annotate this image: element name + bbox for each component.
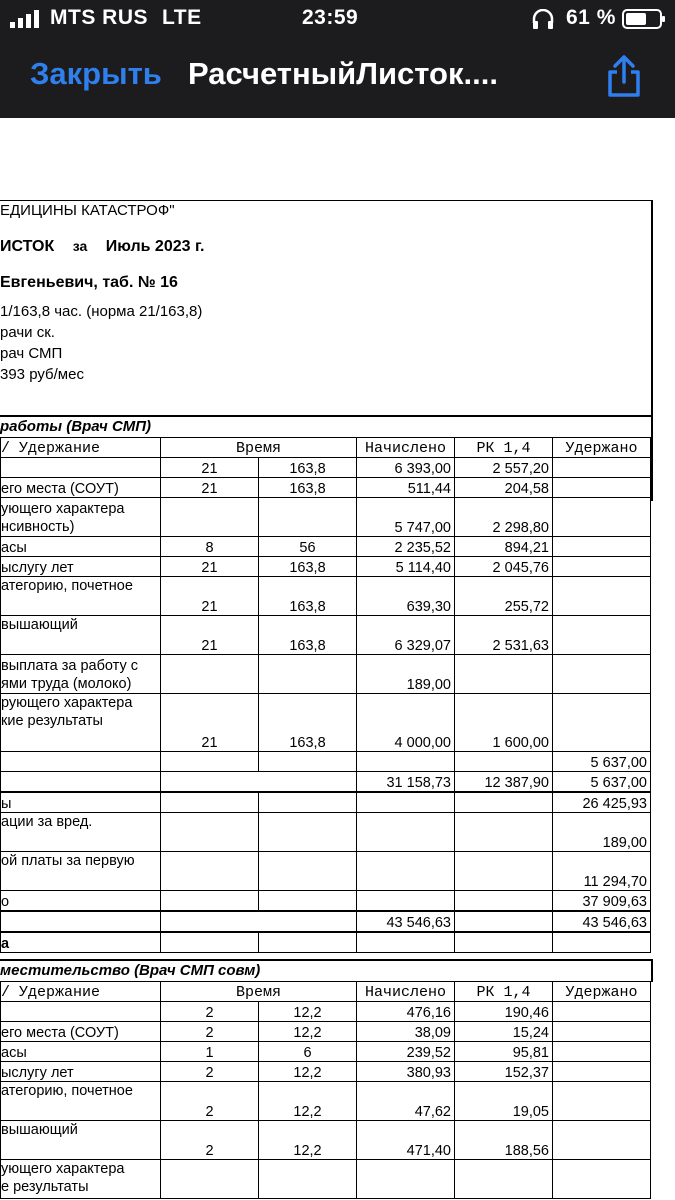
- total-withheld: 5 637,00: [553, 772, 651, 793]
- row-withheld: [553, 458, 651, 478]
- table-row: [1, 655, 651, 694]
- summary-cell: [161, 852, 259, 891]
- col-accrued: Начислено: [357, 982, 455, 1002]
- close-button[interactable]: Закрыть: [30, 56, 162, 91]
- row-accrued: 476,16: [357, 1002, 455, 1022]
- table-row: [1, 557, 651, 577]
- employee-name: Евгеньевич, таб. № 16: [0, 274, 178, 291]
- table-row: [1, 694, 651, 752]
- row-hours: 12,2: [259, 1121, 357, 1160]
- col-rk: РК 1,4: [455, 982, 553, 1002]
- summary-cell: [259, 813, 357, 852]
- row-label: его места (СОУТ): [1, 478, 161, 498]
- summary-row: [1, 852, 651, 891]
- row-days: 21: [161, 577, 259, 616]
- row-withheld: 5 637,00: [553, 752, 651, 772]
- summary-cell: [161, 891, 259, 912]
- table-row: [1, 1022, 651, 1042]
- row-rk: 15,24: [455, 1022, 553, 1042]
- total-row: [1, 772, 651, 793]
- table-row: [1, 1042, 651, 1062]
- row-days: [161, 1160, 259, 1199]
- row-withheld: [553, 1121, 651, 1160]
- summary-row: [1, 891, 651, 912]
- row-hours: 6: [259, 1042, 357, 1062]
- table-header: [1, 438, 651, 458]
- row-accrued: 380,93: [357, 1062, 455, 1082]
- summary-label: ой платы за первую: [1, 852, 161, 891]
- col-deduction: / Удержание: [1, 438, 161, 458]
- row-accrued: 4 000,00: [357, 694, 455, 752]
- clock: 23:59: [302, 6, 359, 29]
- footer-cell: [553, 932, 651, 953]
- row-days: 2: [161, 1002, 259, 1022]
- row-days: 21: [161, 694, 259, 752]
- row-label: ующего характера нсивность): [1, 498, 161, 537]
- row-days: 2: [161, 1082, 259, 1121]
- row-label: атегорию, почетное: [1, 577, 161, 616]
- row-rk: 204,58: [455, 478, 553, 498]
- summary-cell: [161, 813, 259, 852]
- row-days: [161, 498, 259, 537]
- summary-cell: [357, 792, 455, 813]
- row-hours: [259, 655, 357, 694]
- table-row: [1, 537, 651, 557]
- row-hours: 163,8: [259, 616, 357, 655]
- section-main-title: работы (Врач СМП): [0, 415, 653, 438]
- summary-cell: [357, 852, 455, 891]
- row-hours: 12,2: [259, 1002, 357, 1022]
- summary-label: ации за вред.: [1, 813, 161, 852]
- row-days: 1: [161, 1042, 259, 1062]
- row-days: 2: [161, 1022, 259, 1042]
- row-withheld: [553, 694, 651, 752]
- row-accrued: 47,62: [357, 1082, 455, 1121]
- row-accrued: 189,00: [357, 655, 455, 694]
- col-withheld: Удержано: [553, 982, 651, 1002]
- summary-cell: [455, 813, 553, 852]
- col-withheld: Удержано: [553, 438, 651, 458]
- row-rk: 2 531,63: [455, 616, 553, 655]
- row-accrued: 5 114,40: [357, 557, 455, 577]
- col-deduction: / Удержание: [1, 982, 161, 1002]
- summary-cell: [161, 792, 259, 813]
- row-accrued: [357, 752, 455, 772]
- row-hours: 163,8: [259, 577, 357, 616]
- nav-bar: [0, 38, 675, 118]
- grand-total-label: [1, 911, 161, 932]
- row-label: вышающий: [1, 616, 161, 655]
- row-label: [1, 752, 161, 772]
- row-hours: 163,8: [259, 458, 357, 478]
- row-accrued: 639,30: [357, 577, 455, 616]
- summary-row: [1, 813, 651, 852]
- summary-cell: [357, 813, 455, 852]
- total-accrued: 31 158,73: [357, 772, 455, 793]
- row-accrued: 239,52: [357, 1042, 455, 1062]
- footer-cell: [455, 932, 553, 953]
- table-row: [1, 616, 651, 655]
- summary-cell: [259, 852, 357, 891]
- table-row: [1, 577, 651, 616]
- row-label: [1, 458, 161, 478]
- summary-label: ы: [1, 792, 161, 813]
- payslip-title-for: за: [72, 238, 88, 254]
- summary-cell: [455, 792, 553, 813]
- total-time: [161, 772, 357, 793]
- row-hours: [259, 1160, 357, 1199]
- row-days: 21: [161, 458, 259, 478]
- total-label: [1, 772, 161, 793]
- carrier-label: MTS RUS: [50, 6, 148, 29]
- row-hours: 56: [259, 537, 357, 557]
- table-row: [1, 498, 651, 537]
- row-withheld: [553, 655, 651, 694]
- section-secondary-title: местительство (Врач СМП совм): [0, 959, 653, 982]
- row-days: 21: [161, 557, 259, 577]
- grand-total-accrued: 43 546,63: [357, 911, 455, 932]
- row-days: 21: [161, 478, 259, 498]
- row-rk: 188,56: [455, 1121, 553, 1160]
- network-label: LTE: [162, 6, 202, 29]
- status-bar: [0, 0, 675, 38]
- row-label: асы: [1, 537, 161, 557]
- row-rk: 19,05: [455, 1082, 553, 1121]
- summary-withheld: 189,00: [553, 813, 651, 852]
- main-table: [0, 437, 651, 953]
- row-hours: 163,8: [259, 557, 357, 577]
- table-header: [1, 982, 651, 1002]
- table-row: [1, 1121, 651, 1160]
- summary-cell: [357, 891, 455, 912]
- row-withheld: [553, 1022, 651, 1042]
- row-hours: 163,8: [259, 478, 357, 498]
- row-rk: 2 045,76: [455, 557, 553, 577]
- row-withheld: [553, 1160, 651, 1199]
- row-rk: [455, 752, 553, 772]
- summary-cell: [455, 891, 553, 912]
- secondary-table: [0, 981, 651, 1199]
- row-label: его места (СОУТ): [1, 1022, 161, 1042]
- row-label: ующего характера е результаты: [1, 1160, 161, 1199]
- row-rk: 1 600,00: [455, 694, 553, 752]
- col-time: Время: [161, 982, 357, 1002]
- summary-label: о: [1, 891, 161, 912]
- document-title: РасчетныйЛисток....: [188, 56, 498, 91]
- row-hours: 12,2: [259, 1082, 357, 1121]
- row-accrued: 38,09: [357, 1022, 455, 1042]
- row-withheld: [553, 1062, 651, 1082]
- summary-cell: [259, 891, 357, 912]
- row-rk: 152,37: [455, 1062, 553, 1082]
- footer-cell: [357, 932, 455, 953]
- table-row: [1, 1062, 651, 1082]
- row-withheld: [553, 537, 651, 557]
- table-row: [1, 1082, 651, 1121]
- position: рач СМП: [0, 345, 63, 362]
- footer-cell: [161, 932, 259, 953]
- payslip-document: [0, 118, 675, 1200]
- row-rk: [455, 1160, 553, 1199]
- row-withheld: [553, 616, 651, 655]
- row-hours: 12,2: [259, 1062, 357, 1082]
- row-rk: 2 298,80: [455, 498, 553, 537]
- row-days: [161, 655, 259, 694]
- table-row: [1, 1160, 651, 1199]
- row-label: ыслугу лет: [1, 1062, 161, 1082]
- battery-icon: [622, 9, 666, 29]
- hours-worked: 1/163,8 час. (норма 21/163,8): [0, 303, 203, 320]
- row-rk: 255,72: [455, 577, 553, 616]
- row-withheld: [553, 478, 651, 498]
- row-rk: 95,81: [455, 1042, 553, 1062]
- row-withheld: [553, 1002, 651, 1022]
- summary-cell: [455, 852, 553, 891]
- row-withheld: [553, 1082, 651, 1121]
- row-rk: 2 557,20: [455, 458, 553, 478]
- row-hours: [259, 498, 357, 537]
- row-label: [1, 1002, 161, 1022]
- payslip-title: [0, 238, 204, 256]
- row-label: выплата за работу с ями труда (молоко): [1, 655, 161, 694]
- footer-label: а: [1, 932, 161, 953]
- row-accrued: 471,40: [357, 1121, 455, 1160]
- row-withheld: [553, 1042, 651, 1062]
- footer-row: [1, 932, 651, 953]
- battery-percent: 61 %: [566, 6, 616, 29]
- grand-total-withheld: 43 546,63: [553, 911, 651, 932]
- col-time: Время: [161, 438, 357, 458]
- payslip-title-word: ИСТОК: [0, 238, 55, 255]
- summary-withheld: 11 294,70: [553, 852, 651, 891]
- summary-withheld: 37 909,63: [553, 891, 651, 912]
- row-accrued: 6 329,07: [357, 616, 455, 655]
- row-days: 8: [161, 537, 259, 557]
- row-hours: [259, 752, 357, 772]
- grand-total-rk: [455, 911, 553, 932]
- row-label: рующего характера кие результаты: [1, 694, 161, 752]
- row-rk: 190,46: [455, 1002, 553, 1022]
- row-label: асы: [1, 1042, 161, 1062]
- row-label: вышающий: [1, 1121, 161, 1160]
- row-accrued: 2 235,52: [357, 537, 455, 557]
- row-days: [161, 752, 259, 772]
- table-row: [1, 1002, 651, 1022]
- grand-total-row: [1, 911, 651, 932]
- footer-cell: [259, 932, 357, 953]
- payslip-period: Июль 2023 г.: [105, 238, 205, 255]
- row-days: 2: [161, 1062, 259, 1082]
- row-days: 21: [161, 616, 259, 655]
- row-withheld: [553, 557, 651, 577]
- row-label: атегорию, почетное: [1, 1082, 161, 1121]
- row-withheld: [553, 577, 651, 616]
- summary-cell: [259, 792, 357, 813]
- department: рачи ск.: [0, 324, 55, 341]
- row-rk: [455, 655, 553, 694]
- col-accrued: Начислено: [357, 438, 455, 458]
- row-accrued: 6 393,00: [357, 458, 455, 478]
- summary-row: [1, 792, 651, 813]
- org-name: ЕДИЦИНЫ КАТАСТРОФ": [0, 202, 175, 219]
- row-days: 2: [161, 1121, 259, 1160]
- row-accrued: [357, 1160, 455, 1199]
- signal-icon: [10, 10, 42, 28]
- salary-rate: 393 руб/мес: [0, 366, 84, 383]
- total-rk: 12 387,90: [455, 772, 553, 793]
- summary-withheld: 26 425,93: [553, 792, 651, 813]
- row-accrued: 511,44: [357, 478, 455, 498]
- row-label: ыслугу лет: [1, 557, 161, 577]
- row-withheld: [553, 498, 651, 537]
- col-rk: РК 1,4: [455, 438, 553, 458]
- row-hours: 163,8: [259, 694, 357, 752]
- share-icon[interactable]: [604, 54, 644, 98]
- table-row: [1, 478, 651, 498]
- headphones-icon: [532, 9, 554, 29]
- row-rk: 894,21: [455, 537, 553, 557]
- row-hours: 12,2: [259, 1022, 357, 1042]
- table-row: [1, 752, 651, 772]
- grand-total-time: [161, 911, 357, 932]
- row-accrued: 5 747,00: [357, 498, 455, 537]
- table-row: [1, 458, 651, 478]
